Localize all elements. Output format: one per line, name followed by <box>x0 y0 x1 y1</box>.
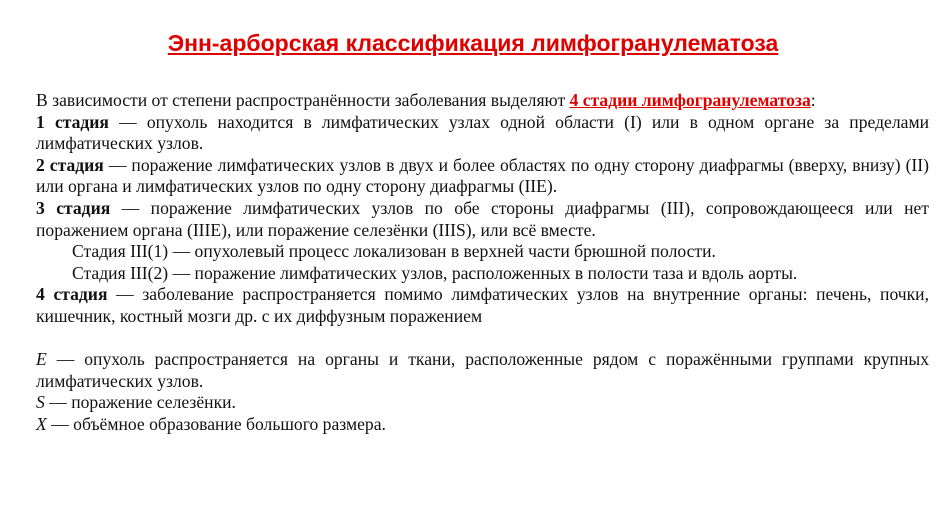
legend-s <box>36 392 929 414</box>
page-title: Энн-арборская классификация лимфогранулематоза <box>167 30 779 56</box>
legend-e <box>36 349 929 392</box>
stage-4-paragraph <box>36 284 929 327</box>
legend-e-text: — опухоль распространяется на органы и ткани, расположенные рядом с поражёнными группами крупных лимфатических узлов. <box>36 349 929 391</box>
stage-4-text: — заболевание распространяется помимо лимфатических узлов на внутренние органы: печень, почки, кишечник, костный мозги др. с их диффузным поражением <box>36 284 929 326</box>
substage-3-2: Стадия III(2) — поражение лимфатических узлов, расположенных в полости таза и вдоль аорты. <box>72 262 798 283</box>
stage-1-label: 1 стадия <box>36 111 109 132</box>
intro-text: В зависимости от степени распространённости заболевания выделяют <box>36 90 570 110</box>
legend-x-letter: X <box>36 413 47 434</box>
stage-3-label: 3 стадия <box>36 197 111 218</box>
stage-2-label: 2 стадия <box>36 154 104 175</box>
stage-2-paragraph <box>36 155 929 198</box>
legend-x <box>36 414 929 436</box>
stage-3-text: — поражение лимфатических узлов по обе стороны диафрагмы (III), сопровождающееся или нет поражением органа (IIIE), или поражение селезёнки (IIIS), или всё вместе. <box>36 197 929 240</box>
intro-paragraph <box>36 90 929 112</box>
legend-s-letter: S <box>36 392 45 413</box>
document-body <box>36 90 929 436</box>
legend-e-letter: E <box>36 349 47 370</box>
legend-x-text: — объёмное образование большого размера. <box>46 413 386 434</box>
stage-1-text: — опухоль находится в лимфатических узлах одной области (I) или в одном органе за пределами лимфатических узлов. <box>36 111 929 154</box>
legend-s-text: — поражение селезёнки. <box>44 392 236 413</box>
stage-2-text: — поражение лимфатических узлов в двух и более областях по одну сторону диафрагмы (вверху, внизу) (II) или органа и лимфатических узлов по одну сторону диафрагмы (IIE). <box>36 154 929 197</box>
intro-colon: : <box>810 90 816 110</box>
stage-1-paragraph <box>36 112 929 155</box>
substage-3-1: Стадия III(1) — опухолевый процесс локализован в верхней части брюшной полости. <box>72 241 716 262</box>
spacer <box>36 328 929 350</box>
intro-highlight: 4 стадии лимфогранулематоза <box>569 90 811 110</box>
stage-3-paragraph <box>36 198 929 241</box>
stage-4-label: 4 стадия <box>36 284 108 305</box>
